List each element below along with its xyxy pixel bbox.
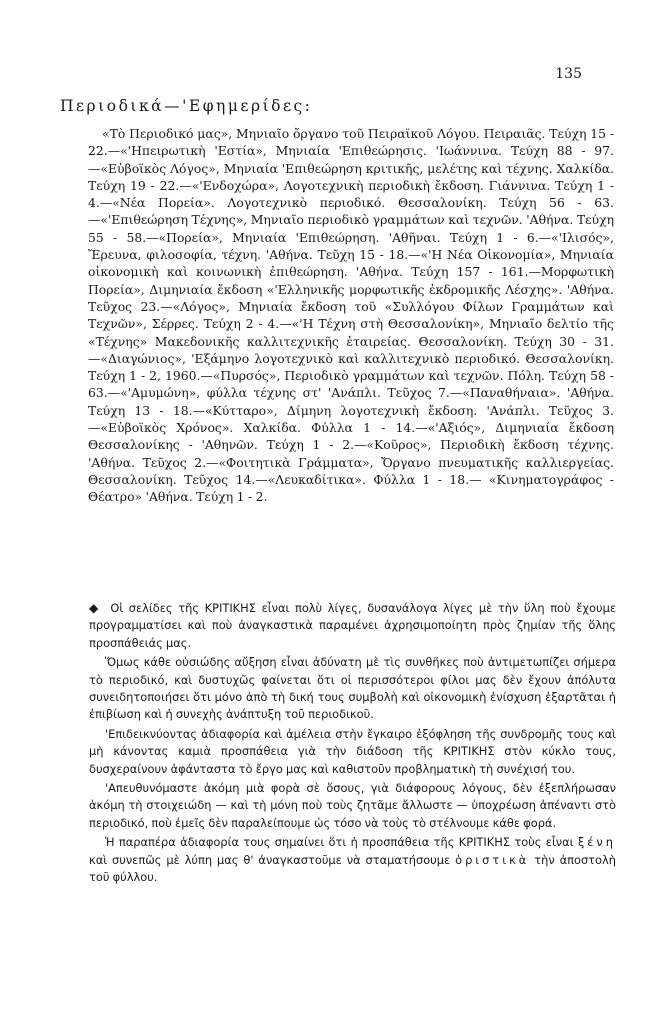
notice-paragraph-3: 'Επιδεικνύοντας ἀδιαφορία καὶ ἀμέλεια στὴν ἔγκαιρο ἐξόφληση τῆς συνδρομῆς τους καὶ μὴ κάνοντας καμιὰ προσπάθεια γιὰ τὴν διάδοση τῆς ΚΡΙΤΙΚΗΣ στὸν κύκλο τους, δυσχεραίνουν ἀφάνταστα τὸ ἔργο μας καὶ καθιστοῦν προβληματικὴ τὴ συνέχισή του. <box>89 726 616 776</box>
notice-paragraph-2: Ὅμως κάθε οὐσιώδης αὔξηση εἶναι ἀδύνατη μὲ τὶς συνθῆκες ποὺ ἀντιμετωπίζει σήμερα τὸ περιοδικό, καὶ δυστυχῶς φαίνεται ὅτι οἱ περισσότεροι φίλοι μας δὲν ἔχουν ἀπόλυτα συνειδητοποιήσει ὅτι μόνο ἀπὸ τὴ δική τους συμβολὴ καὶ οἰκονομικὴ ἐνίσχυση ἐξαρτᾶται ἡ ἐπιβίωση καὶ ἡ συνεχὴς ἀνάπτυξη τοῦ περιοδικοῦ. <box>89 655 616 722</box>
notice-text-1: Οἱ σελίδες τῆς ΚΡΙΤΙΚΗΣ εἶναι πολὺ λίγες, δυσανάλογα λίγες μὲ τὴν ὕλη ποὺ ἔχουμε προγραμματίσει καὶ ποὺ ἀναγκαστικὰ παραμένει ἀχρησιμοποίητη πρὸς ζημίαν τῆς ὅλης προσπάθειάς μας. <box>89 601 616 650</box>
notice-paragraph-1 <box>89 600 616 652</box>
notice-paragraph-4: 'Απευθυνόμαστε ἀκόμη μιὰ φορὰ σὲ ὅσους, γιὰ διάφορους λόγους, δὲν ἐξεπλήρωσαν ἀκόμη τὴ στοιχειώδη — καὶ τὴ μόνη ποὺ τοὺς ζητᾶμε ἄλλωστε — ὑποχρέωση ἀπέναντι στὸ περιοδικό, ποὺ ἐμεῖς δὲν παραλείπουμε ὡς τόσο νὰ τοὺς τὸ στέλνουμε κάθε φορά. <box>89 781 616 830</box>
periodicals-paragraph: «Τὸ Περιοδικό μας», Μηνιαῖο ὄργανο τοῦ Πειραϊκοῦ Λόγου. Πειραιᾶς. Τεύχη 15 - 22.—«'Ηπειρωτικὴ 'Εστία», Μηνιαία 'Επιθεώρησις. 'Ιωάννινα. Τεύχη 88 - 97.—«Εὐβοϊκὸς Λόγος», Μηνιαία 'Επιθεώρηση κριτικῆς, μελέτης καὶ τέχνης. Χαλκίδα. Τεύχη 19 - 22.—«'Ενδοχώρα», Λογοτεχνικὴ περιοδικὴ ἔκδοση. Γιάννινα. Τεύχη 1 - 4.—«Νέα Πορεία». Λογοτεχνικὸ περιοδικό. Θεσσαλονίκη. Τεύχη 56 - 63.—«'Επιθεώρηση Τέχνης», Μηνιαῖο περιοδικὸ γραμμάτων καὶ τεχνῶν. 'Αθήνα. Τεύχη 55 - 58.—«Πορεία», Μηνιαία 'Επιθεώρηση. 'Αθῆναι. Τεύχη 1 - 6.—«'Ιλισός», Ἔρευνα, φιλοσοφία, τέχνη. 'Αθήνα. Τεῦχη 15 - 18.—«'Η Νέα Οἰκονομία», Μηνιαία οἰκονομικὴ καὶ κοινωνικὴ ἐπιθεώρηση. 'Αθήνα. Τεύχη 157 - 161.—Μορφωτικὴ Πορεία», Διμηνιαία ἔκδοση «'Ελληνικῆς μορφωτικῆς ἐκδρομικῆς Λέσχης». 'Αθήνα. Τεῦχος 23.—«Λόγος», Μηνιαία ἔκδοση τοῦ «Συλλόγου Φίλων Γραμμάτων καὶ Τεχνῶν», Σέρρες. Τεύχη 2 - 4.—«'Η Τέχνη στὴ Θεσσαλονίκη», Μηνιαῖο δελτίο τῆς «Τέχνης» Μακεδονικῆς καλλιτεχνικῆς ἑταιρείας. Θεσσαλονίκη. Τεύχη 30 - 31.—«Διαγώνιος», 'Εξάμηνο λογοτεχνικὸ καὶ καλλιτεχνικὸ περιοδικό. Θεσσαλονίκη. Τεύχη 1 - 2, 1960.—«Πυρσός», Περιοδικὸ γραμμάτων καὶ τεχνῶν. Πόλη. Τεύχη 58 - 63.—«'Αμυμώνη», φύλλα τέχνης στ' 'Ανάπλι. Τεῦχος 7.—«Παναθήναια». 'Αθήνα. Τεύχη 13 - 18.—«Κύτταρο», Δίμηνη λογοτεχνικὴ ἔκδοση. 'Ανάπλι. Τεῦχος 3.—«Εὐβοϊκὸς Χρόνος». Χαλκίδα. Φύλλα 1 - 14.—«'Αξιός», Διμηνιαία ἔκδοση Θεσσαλονίκης - 'Αθηνῶν. Τεύχη 1 - 2.—«Κοῦρος», Περιοδικὴ ἔκδοση τέχνης. 'Αθήνα. Τεῦχος 2.—«Φοιτητικὰ Γράμματα», Ὄργανο πνευματικῆς καλλιεργείας. Θεσσαλονίκη. Τεῦχος 14.—«Λευκαδίτικα». Φύλλα 1 - 18.— «Κινηματογράφος - Θέατρο» 'Αθήνα. Τεύχη 1 - 2. <box>88 126 614 505</box>
notice-text-5a: Ἡ παραπέρα ἀδιαφορία τους σημαίνει ὅτι ἡ προσπάθεια τῆς ΚΡΙΤΙΚΗΣ τοὺς εἶναι <box>105 835 574 850</box>
notice-text-5b: καὶ συνεπῶς μὲ λύπη μας θ' ἀναγκαστοῦμε νὰ σταματήσουμε <box>89 852 451 867</box>
notice-paragraph-5 <box>89 834 616 886</box>
periodicals-list <box>88 125 614 506</box>
emphasis-definitively: ὁριστικὰ <box>455 852 530 867</box>
notice-text-5c: τὴν ἀποστολὴ τοῦ φύλλου. <box>89 852 616 885</box>
section-heading: Περιοδικά—'Εφημερίδες: <box>60 97 313 115</box>
page-number: 135 <box>555 66 582 82</box>
subscription-notice <box>89 600 616 889</box>
emphasis-foreign: ξένη <box>577 835 616 850</box>
diamond-bullet-icon: ◆ <box>89 601 101 615</box>
